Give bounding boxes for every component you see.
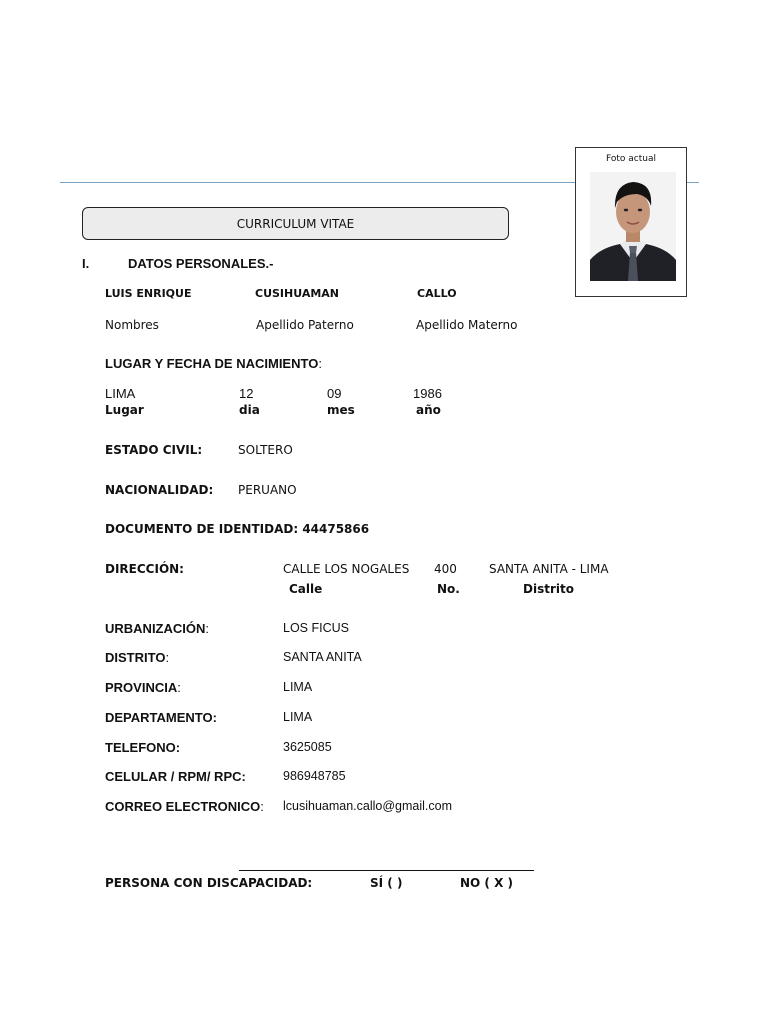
estado-civil-value: SOLTERO <box>238 443 293 457</box>
distrito-label <box>105 650 169 665</box>
correo-label <box>105 799 264 814</box>
birth-lugar-label: Lugar <box>105 403 144 417</box>
birth-anio: 1986 <box>413 386 442 401</box>
correo-value: lcusihuaman.callo@gmail.com <box>283 799 453 813</box>
departamento-label <box>105 710 217 725</box>
direccion-calle: CALLE LOS NOGALES <box>283 562 410 576</box>
telefono-value: 3625085 <box>283 740 332 754</box>
section-title: DATOS PERSONALES.- <box>128 256 274 271</box>
provincia-colon: : <box>177 680 181 695</box>
estado-civil-label: ESTADO CIVIL: <box>105 443 203 457</box>
distrito-colon: : <box>165 650 170 665</box>
cv-title: CURRICULUM VITAE <box>236 216 355 231</box>
direccion-distrito-label: Distrito <box>523 582 574 596</box>
birth-heading-colon: : <box>318 356 322 371</box>
provincia-label <box>105 680 181 695</box>
celular-label <box>105 769 246 784</box>
urbanizacion-label <box>105 621 209 636</box>
urbanizacion-label-text: URBANIZACIÓN <box>105 621 206 636</box>
birth-mes: 09 <box>327 386 342 401</box>
provincia-label-text: PROVINCIA <box>105 680 178 695</box>
paterno-label: Apellido Paterno <box>256 318 354 332</box>
discapacidad-si: SÍ ( ) <box>370 876 403 890</box>
celular-label-text: CELULAR / RPM/ RPC: <box>105 769 246 784</box>
departamento-label-text: DEPARTAMENTO: <box>105 710 217 725</box>
distrito-label-text: DISTRITO <box>105 650 166 665</box>
direccion-numero-label: No. <box>437 582 460 596</box>
profile-photo <box>590 172 676 281</box>
distrito-value: SANTA ANITA <box>283 650 362 664</box>
section-number: I. <box>82 256 90 271</box>
birth-dia: 12 <box>239 386 254 401</box>
birth-lugar: LIMA <box>105 386 136 401</box>
correo-colon: : <box>260 799 264 814</box>
documento-label: DOCUMENTO DE IDENTIDAD: <box>105 522 299 536</box>
nombres-value: LUIS ENRIQUE <box>105 287 192 300</box>
celular-value: 986948785 <box>283 769 346 783</box>
telefono-label-text: TELEFONO: <box>105 740 181 755</box>
departamento-value: LIMA <box>283 710 313 724</box>
paterno-value: CUSIHUAMAN <box>255 287 339 300</box>
telefono-label <box>105 740 180 755</box>
direccion-calle-label: Calle <box>289 582 323 596</box>
discapacidad-label: PERSONA CON DISCAPACIDAD: <box>105 876 313 890</box>
correo-label-text: CORREO ELECTRONICO <box>105 799 261 814</box>
nacionalidad-label: NACIONALIDAD: <box>105 483 214 497</box>
birth-dia-label: dia <box>239 403 260 417</box>
direccion-distrito: SANTA ANITA - LIMA <box>489 562 609 576</box>
materno-label: Apellido Materno <box>416 318 518 332</box>
discapacidad-no: NO ( X ) <box>460 876 513 890</box>
birth-heading <box>105 356 322 371</box>
documento-value: 44475866 <box>302 522 370 536</box>
materno-value: CALLO <box>417 287 457 300</box>
separator-line <box>239 870 534 871</box>
documento-row <box>105 522 369 536</box>
photo-frame <box>575 147 687 297</box>
photo-caption: Foto actual <box>606 154 656 164</box>
direccion-label: DIRECCIÓN: <box>105 562 184 576</box>
birth-anio-label: año <box>416 403 441 417</box>
birth-heading-text: LUGAR Y FECHA DE NACIMIENTO <box>105 356 319 371</box>
nacionalidad-value: PERUANO <box>238 483 297 497</box>
birth-mes-label: mes <box>327 403 355 417</box>
cv-title-box <box>82 207 509 240</box>
urbanizacion-value: LOS FICUS <box>283 621 349 635</box>
nombres-label: Nombres <box>105 318 159 332</box>
provincia-value: LIMA <box>283 680 313 694</box>
urbanizacion-colon: : <box>205 621 210 636</box>
direccion-numero: 400 <box>434 562 457 576</box>
